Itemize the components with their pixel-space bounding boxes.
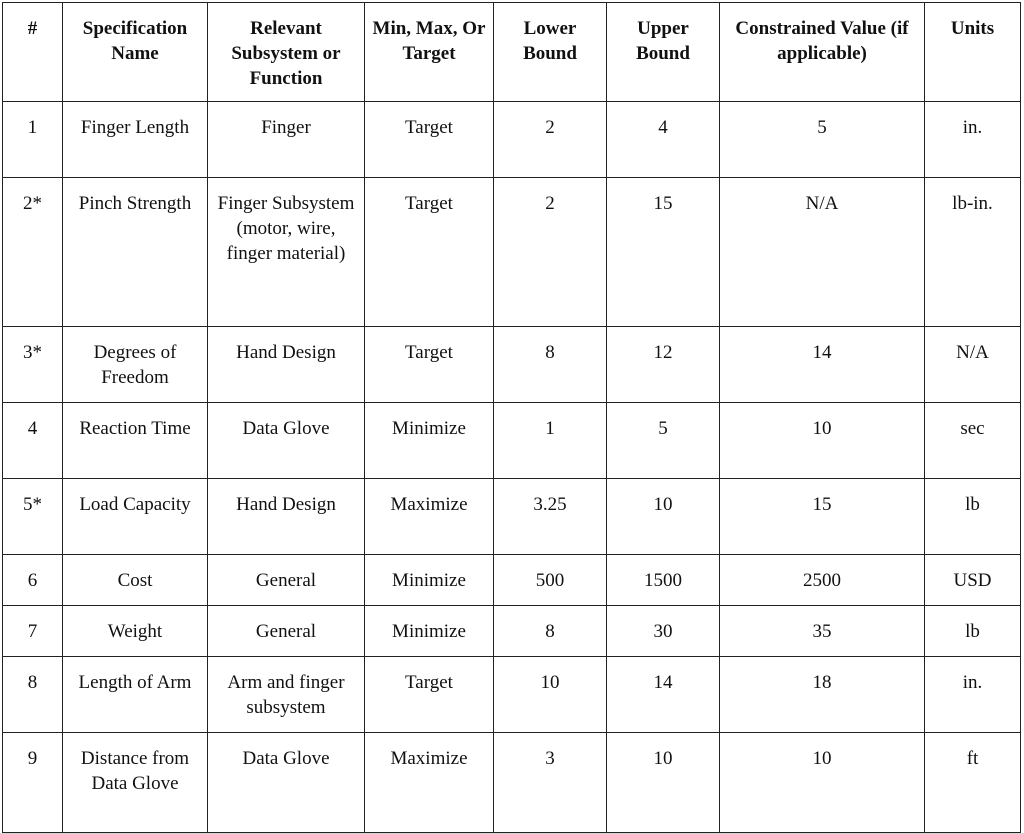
cell-specification-name: Degrees of Freedom (63, 327, 208, 403)
cell-lower-bound: 3 (494, 733, 607, 833)
cell-lower-bound: 2 (494, 178, 607, 327)
table-row (3, 327, 1021, 403)
cell-goal: Target (365, 102, 494, 178)
cell-lower-bound: 8 (494, 327, 607, 403)
cell-specification-name: Weight (63, 606, 208, 657)
cell-subsystem: Finger (208, 102, 365, 178)
cell-specification-name: Reaction Time (63, 403, 208, 479)
cell-upper-bound: 10 (607, 479, 720, 555)
cell-units: ft (925, 733, 1021, 833)
cell-constrained-value: 5 (720, 102, 925, 178)
cell-number: 7 (3, 606, 63, 657)
cell-constrained-value: N/A (720, 178, 925, 327)
cell-specification-name: Distance from Data Glove (63, 733, 208, 833)
header-subsystem: Relevant Subsystem or Function (208, 3, 365, 102)
cell-constrained-value: 18 (720, 657, 925, 733)
table-row (3, 479, 1021, 555)
header-upper-bound: Upper Bound (607, 3, 720, 102)
cell-lower-bound: 10 (494, 657, 607, 733)
header-number: # (3, 3, 63, 102)
table-row (3, 733, 1021, 833)
cell-subsystem: General (208, 555, 365, 606)
specification-table (2, 2, 1021, 833)
cell-units: lb (925, 479, 1021, 555)
cell-number: 9 (3, 733, 63, 833)
cell-units: lb (925, 606, 1021, 657)
cell-subsystem: General (208, 606, 365, 657)
cell-units: in. (925, 102, 1021, 178)
cell-goal: Maximize (365, 479, 494, 555)
cell-lower-bound: 1 (494, 403, 607, 479)
cell-specification-name: Pinch Strength (63, 178, 208, 327)
cell-subsystem: Finger Subsystem (motor, wire, finger material) (208, 178, 365, 327)
cell-goal: Minimize (365, 403, 494, 479)
cell-lower-bound: 3.25 (494, 479, 607, 555)
cell-goal: Minimize (365, 606, 494, 657)
cell-goal: Target (365, 657, 494, 733)
cell-constrained-value: 14 (720, 327, 925, 403)
cell-goal: Target (365, 178, 494, 327)
cell-number: 2* (3, 178, 63, 327)
table-header-row (3, 3, 1021, 102)
table-row (3, 657, 1021, 733)
table-row (3, 555, 1021, 606)
cell-units: lb-in. (925, 178, 1021, 327)
table-row (3, 102, 1021, 178)
cell-subsystem: Data Glove (208, 403, 365, 479)
cell-specification-name: Cost (63, 555, 208, 606)
table-row (3, 606, 1021, 657)
cell-goal: Target (365, 327, 494, 403)
table-row (3, 403, 1021, 479)
cell-upper-bound: 5 (607, 403, 720, 479)
cell-subsystem: Hand Design (208, 327, 365, 403)
cell-subsystem: Arm and finger subsystem (208, 657, 365, 733)
cell-specification-name: Length of Arm (63, 657, 208, 733)
cell-lower-bound: 8 (494, 606, 607, 657)
cell-upper-bound: 4 (607, 102, 720, 178)
cell-goal: Maximize (365, 733, 494, 833)
cell-upper-bound: 30 (607, 606, 720, 657)
cell-number: 6 (3, 555, 63, 606)
cell-number: 1 (3, 102, 63, 178)
cell-constrained-value: 35 (720, 606, 925, 657)
header-specification-name: Specification Name (63, 3, 208, 102)
cell-units: USD (925, 555, 1021, 606)
cell-specification-name: Load Capacity (63, 479, 208, 555)
cell-upper-bound: 10 (607, 733, 720, 833)
cell-subsystem: Data Glove (208, 733, 365, 833)
header-lower-bound: Lower Bound (494, 3, 607, 102)
cell-constrained-value: 15 (720, 479, 925, 555)
cell-units: sec (925, 403, 1021, 479)
header-min-max-target: Min, Max, Or Target (365, 3, 494, 102)
cell-number: 8 (3, 657, 63, 733)
cell-upper-bound: 15 (607, 178, 720, 327)
cell-constrained-value: 2500 (720, 555, 925, 606)
cell-upper-bound: 12 (607, 327, 720, 403)
cell-specification-name: Finger Length (63, 102, 208, 178)
table-row (3, 178, 1021, 327)
header-units: Units (925, 3, 1021, 102)
cell-upper-bound: 1500 (607, 555, 720, 606)
cell-goal: Minimize (365, 555, 494, 606)
cell-number: 5* (3, 479, 63, 555)
cell-constrained-value: 10 (720, 733, 925, 833)
cell-units: in. (925, 657, 1021, 733)
cell-lower-bound: 2 (494, 102, 607, 178)
cell-constrained-value: 10 (720, 403, 925, 479)
header-constrained-value: Constrained Value (if applicable) (720, 3, 925, 102)
cell-number: 4 (3, 403, 63, 479)
cell-lower-bound: 500 (494, 555, 607, 606)
cell-number: 3* (3, 327, 63, 403)
cell-upper-bound: 14 (607, 657, 720, 733)
cell-units: N/A (925, 327, 1021, 403)
cell-subsystem: Hand Design (208, 479, 365, 555)
